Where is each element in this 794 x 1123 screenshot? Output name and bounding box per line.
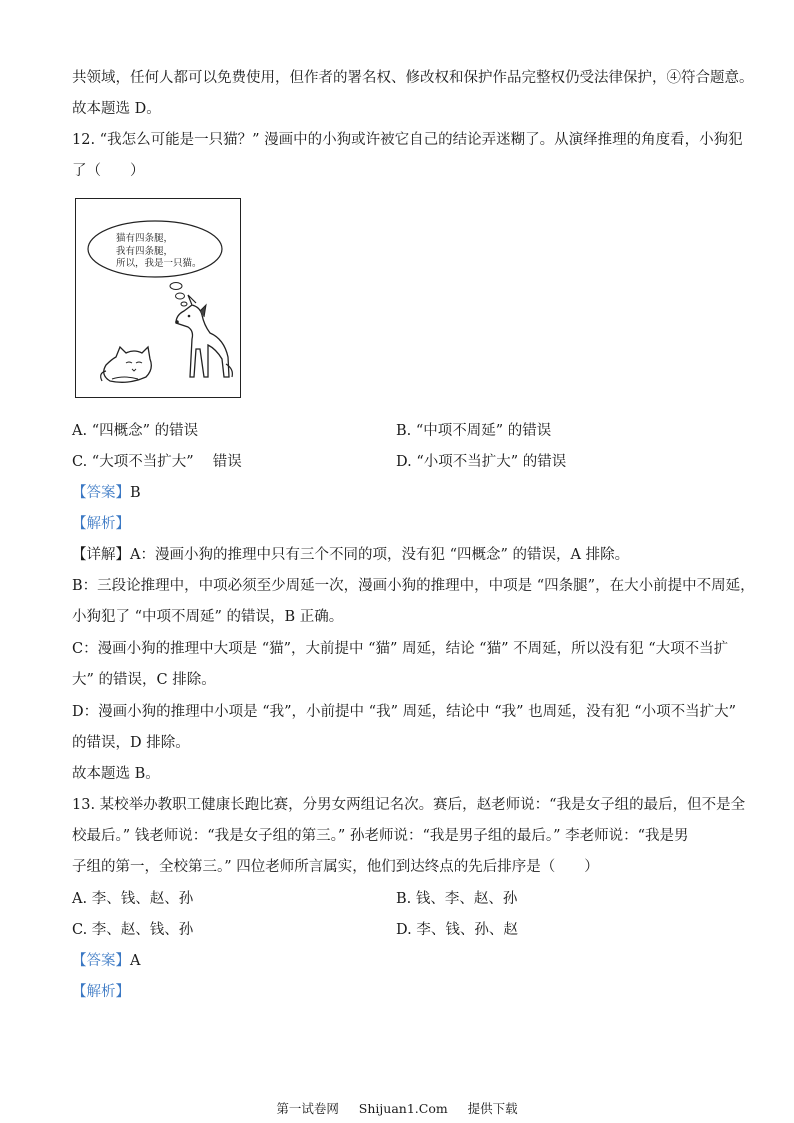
prev-answer-line1: 共领域，任何人都可以免费使用，但作者的署名权、修改权和保护作品完整权仍受法律保护，④符合题意。 <box>72 70 754 86</box>
cartoon-drawing <box>76 199 240 397</box>
q12-option-c: C. “大项不当扩大” 错误 <box>72 454 242 470</box>
q12-detail-d2: 的错误，D 排除。 <box>72 735 190 751</box>
q12-detail-c2: 大” 的错误，C 排除。 <box>72 672 216 688</box>
page-footer <box>0 1099 794 1117</box>
q12-option-d: D. “小项不当扩大” 的错误 <box>396 454 567 470</box>
q12-detail-d1: D：漫画小狗的推理中小项是 “我”，小前提中 “我” 周延，结论中 “我” 也周延，没有犯 “小项不当扩大” <box>72 704 737 720</box>
footer-site-en[interactable]: Shijuan1.Com <box>358 1101 448 1116</box>
detail-label: 【详解】 <box>72 547 130 563</box>
q12-detail-b1: B：三段论推理中，中项必须至少周延一次，漫画小狗的推理中，中项是 “四条腿”，在大小前提中不周延， <box>72 578 755 594</box>
cartoon-dog-cat-figure <box>75 198 241 398</box>
q13-answer <box>72 951 140 971</box>
q13-analysis-label: 【解析】 <box>72 984 130 1000</box>
q12-detail-a <box>72 545 629 565</box>
thought-bubble-text <box>116 233 202 271</box>
q13-stem-line2: 校最后。” 钱老师说：“我是女子组的第三。” 孙老师说：“我是男子组的最后。” 李老师说：“我是男 <box>72 828 689 844</box>
q12-detail-b2: 小狗犯了 “中项不周延” 的错误，B 正确。 <box>72 609 344 625</box>
bubble-line: 我有四条腿， <box>116 245 174 257</box>
answer-value: A <box>130 953 141 969</box>
q13-stem-line3: 子组的第一，全校第三。” 四位老师所言属实，他们到达终点的先后排序是（ ） <box>72 859 599 875</box>
footer-note: 提供下载 <box>467 1101 518 1116</box>
q13-stem-line1: 13. 某校举办教职工健康长跑比赛，分男女两组记名次。赛后，赵老师说：“我是女子组的最后，但不是全 <box>72 797 746 813</box>
q13-option-c: C. 李、赵、钱、孙 <box>72 922 194 938</box>
bubble-line: 所以，我是一只猫。 <box>116 258 202 269</box>
bubble-line: 猫有四条腿， <box>116 233 174 244</box>
q12-option-a: A. “四概念” 的错误 <box>72 423 199 439</box>
q13-option-b: B. 钱、李、赵、孙 <box>396 891 518 907</box>
answer-label: 【答案】 <box>72 953 130 969</box>
answer-label: 【答案】 <box>72 485 130 501</box>
detail-a-text: A：漫画小狗的推理中只有三个不同的项，没有犯 “四概念” 的错误，A 排除。 <box>130 547 630 563</box>
q13-option-d: D. 李、钱、孙、赵 <box>396 922 518 938</box>
q12-stem-line2: 了（ ） <box>72 163 145 179</box>
footer-site-cn: 第一试卷网 <box>276 1101 339 1116</box>
q13-option-a: A. 李、钱、赵、孙 <box>72 891 194 907</box>
q12-analysis-label: 【解析】 <box>72 516 130 532</box>
q12-stem-line1: 12. “我怎么可能是一只猫？” 漫画中的小狗或许被它自己的结论弄迷糊了。从演绎推理的角度看，小狗犯 <box>72 132 743 148</box>
prev-answer-line2: 故本题选 D。 <box>72 101 161 117</box>
answer-value: B <box>130 485 141 501</box>
q12-option-b: B. “中项不周延” 的错误 <box>396 423 552 439</box>
q12-conclusion: 故本题选 B。 <box>72 766 160 782</box>
q12-answer <box>72 483 141 503</box>
q12-detail-c1: C：漫画小狗的推理中大项是 “猫”，大前提中 “猫” 周延，结论 “猫” 不周延，所以没有犯 “大项不当扩 <box>72 641 729 657</box>
